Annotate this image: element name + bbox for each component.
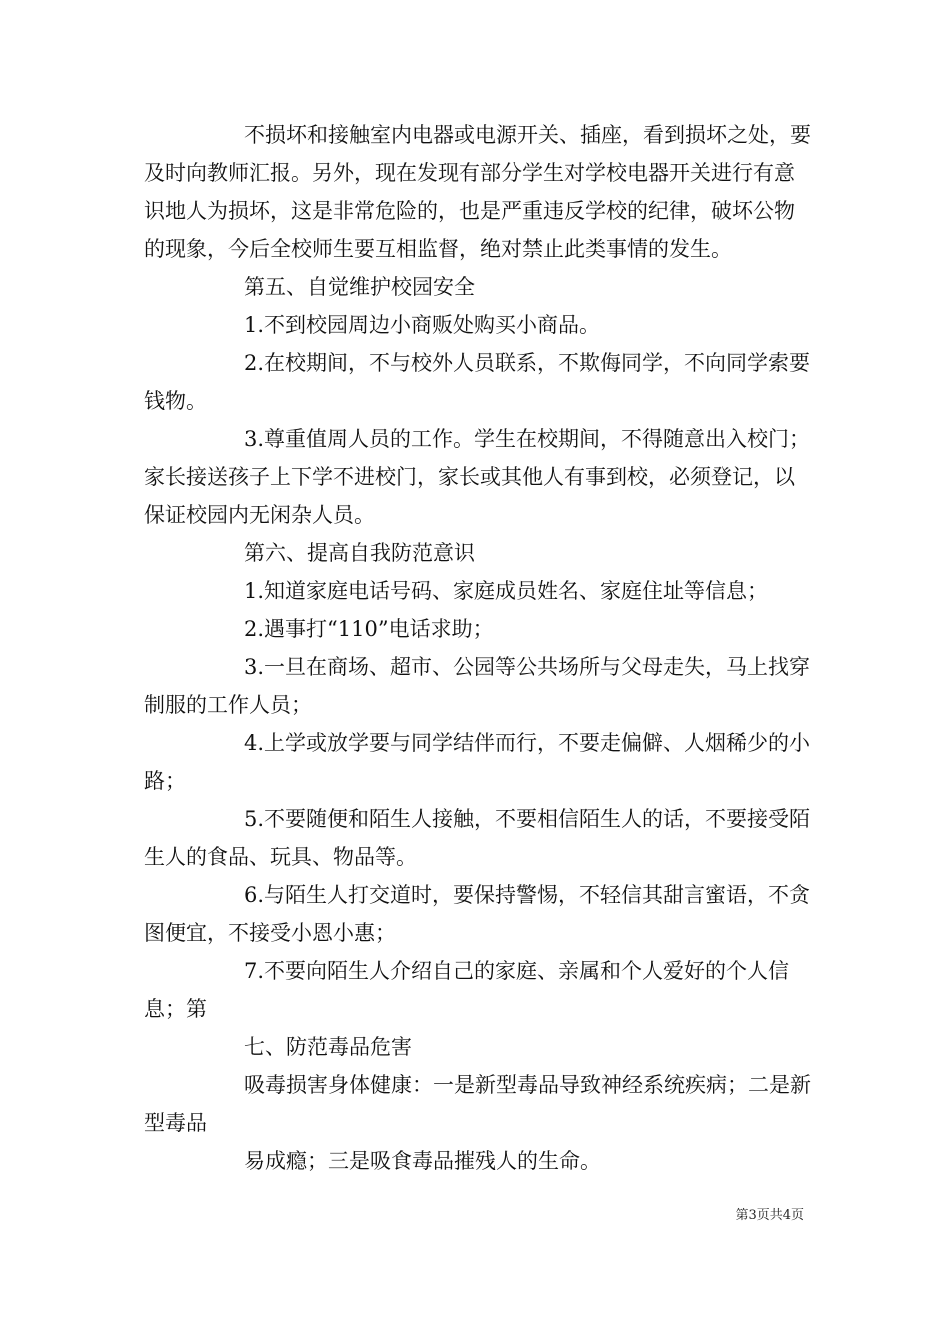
list-item-section-six-7: 7.不要向陌生人介绍自己的家庭、亲属和个人爱好的个人信息；第 [144,959,790,1021]
paragraph-drug-harm: 吸毒损害身体健康：一是新型毒品导致神经系统疾病；二是新型毒品 [144,1073,811,1135]
heading-section-seven: 七、防范毒品危害 [244,1035,412,1059]
heading-section-six: 第六、提高自我防范意识 [244,541,475,565]
list-item-section-six-5: 5.不要随便和陌生人接触，不要相信陌生人的话，不要接受陌生人的食品、玩具、物品等。 [144,807,811,869]
list-item-section-five-3: 3.尊重值周人员的工作。学生在校期间，不得随意出入校门；家长接送孩子上下学不进校门，家长或其他人有事到校，必须登记，以保证校园内无闲杂人员。 [144,427,811,527]
list-item-section-six-1: 1.知道家庭电话号码、家庭成员姓名、家庭住址等信息； [244,579,769,603]
paragraph-drug-harm-continued: 易成瘾；三是吸食毒品摧残人的生命。 [244,1149,601,1173]
page-number: 第3页共4页 [735,1208,804,1223]
paragraph-electrical-safety: 不损坏和接触室内电器或电源开关、插座，看到损坏之处，要及时向教师汇报。另外，现在发现有部分学生对学校电器开关进行有意识地人为损坏，这是非常危险的，也是严重违反学校的纪律，破坏公物的现象，今后全校师生要互相监督，绝对禁止此类事情的发生。 [144,123,811,261]
list-item-section-six-2: 2.遇事打“110”电话求助； [244,617,494,641]
list-item-section-six-3: 3.一旦在商场、超市、公园等公共场所与父母走失，马上找穿制服的工作人员； [144,655,811,717]
heading-section-five: 第五、自觉维护校园安全 [244,275,475,299]
list-item-section-five-2: 2.在校期间，不与校外人员联系，不欺侮同学，不向同学索要钱物。 [144,351,811,413]
list-item-section-six-6: 6.与陌生人打交道时，要保持警惕，不轻信其甜言蜜语，不贪图便宜，不接受小恩小惠； [144,883,811,945]
list-item-section-five-1: 1.不到校园周边小商贩处购买小商品。 [244,313,601,337]
document-body [144,116,814,1180]
list-item-section-six-4: 4.上学或放学要与同学结伴而行，不要走偏僻、人烟稀少的小路； [144,731,811,793]
